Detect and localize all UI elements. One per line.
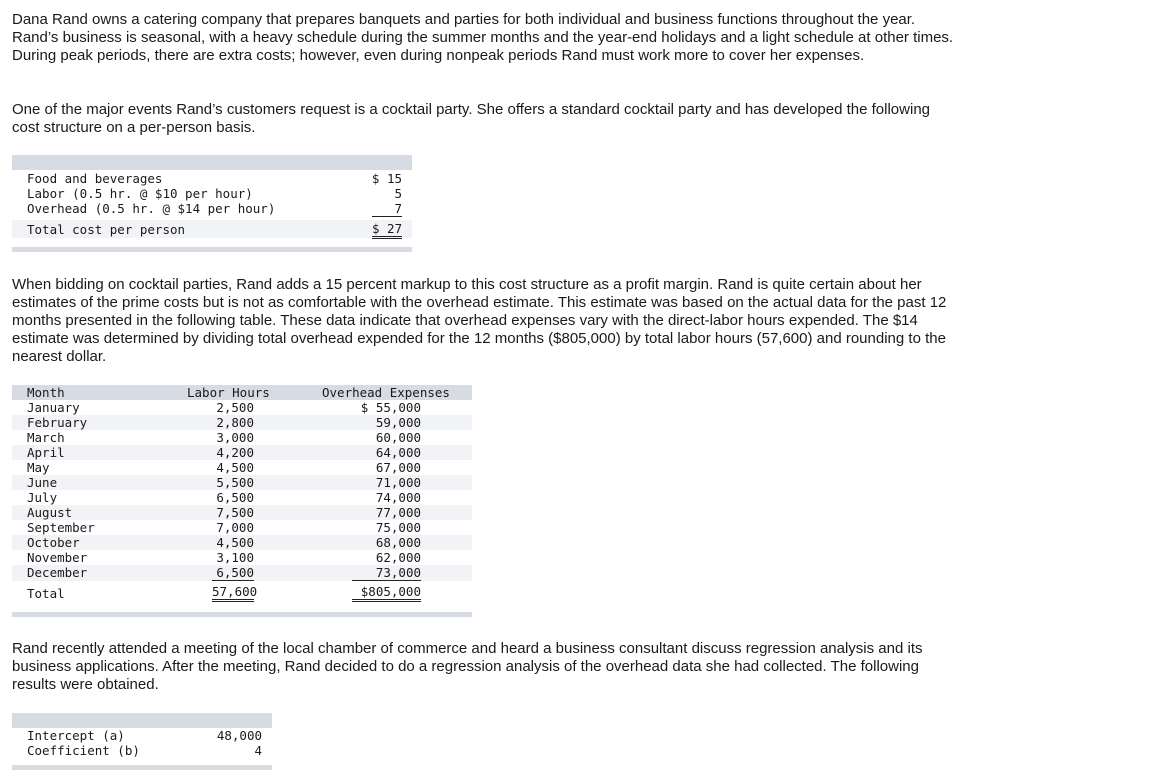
hours-cell: 3,100 bbox=[216, 550, 254, 565]
overhead-cell: 60,000 bbox=[375, 430, 421, 445]
cost-label: Overhead (0.5 hr. @ $14 per hour) bbox=[27, 201, 276, 216]
regression-paragraph: Rand recently attended a meeting of the local chamber of commerce and heard a business consultant discuss regression analysis and its business applications. After the meeting, Rand decided to do a regression analysis of the overhead data she had collected. The following results were obtained. bbox=[12, 640, 923, 693]
cost-value: 5 bbox=[394, 186, 402, 201]
cost-structure-paragraph: One of the major events Rand’s customers request is a cocktail party. She offers a standard cocktail party and has developed the following cost structure on a per-person basis. bbox=[12, 101, 931, 136]
table-row bbox=[12, 565, 472, 581]
hours-cell: 6,500 bbox=[216, 490, 254, 505]
overhead-cell: 68,000 bbox=[375, 535, 421, 550]
total-value: $ 27 bbox=[372, 221, 402, 239]
overhead-cell: $ 55,000 bbox=[360, 400, 421, 415]
hours-cell: 3,000 bbox=[216, 430, 254, 445]
hours-cell: 4,500 bbox=[216, 460, 254, 475]
overhead-data-table bbox=[12, 385, 472, 617]
total-label: Total bbox=[27, 586, 65, 601]
table-row bbox=[12, 743, 272, 758]
month-cell: October bbox=[27, 535, 80, 550]
coefficient-label: Coefficient (b) bbox=[27, 743, 140, 758]
overhead-cell: 67,000 bbox=[375, 460, 421, 475]
table-row bbox=[12, 520, 472, 535]
table-row bbox=[12, 171, 412, 186]
hours-cell: 4,500 bbox=[216, 535, 254, 550]
table-row bbox=[12, 550, 472, 565]
overhead-cell: 77,000 bbox=[375, 505, 421, 520]
hours-cell: 4,200 bbox=[216, 445, 254, 460]
total-label: Total cost per person bbox=[27, 222, 186, 237]
intercept-value: 48,000 bbox=[216, 728, 262, 743]
table-row bbox=[12, 186, 412, 201]
month-cell: May bbox=[27, 460, 50, 475]
header-labor-hours: Labor Hours bbox=[187, 385, 270, 400]
intercept-label: Intercept (a) bbox=[27, 728, 125, 743]
table-row-total bbox=[12, 584, 472, 602]
hours-cell: 6,500 bbox=[212, 565, 254, 581]
month-cell: August bbox=[27, 505, 73, 520]
header-month: Month bbox=[27, 385, 65, 400]
month-cell: March bbox=[27, 430, 65, 445]
cost-label: Food and beverages bbox=[27, 171, 163, 186]
month-cell: February bbox=[27, 415, 88, 430]
month-cell: April bbox=[27, 445, 65, 460]
cost-value: 7 bbox=[372, 201, 402, 217]
table-row bbox=[12, 728, 272, 743]
cost-label: Labor (0.5 hr. @ $10 per hour) bbox=[27, 186, 253, 201]
table-row bbox=[12, 460, 472, 475]
table-row bbox=[12, 415, 472, 430]
hours-cell: 7,500 bbox=[216, 505, 254, 520]
total-hours: 57,600 bbox=[212, 584, 254, 602]
hours-cell: 5,500 bbox=[216, 475, 254, 490]
overhead-cell: 75,000 bbox=[375, 520, 421, 535]
cost-value: $ 15 bbox=[371, 171, 402, 186]
table-row bbox=[12, 535, 472, 550]
table-row-total bbox=[12, 220, 412, 238]
table-row bbox=[12, 445, 472, 460]
hours-cell: 7,000 bbox=[216, 520, 254, 535]
month-cell: July bbox=[27, 490, 58, 505]
month-cell: November bbox=[27, 550, 88, 565]
intro-paragraph: Dana Rand owns a catering company that prepares banquets and parties for both individual and business functions throughout the year. Rand’s business is seasonal, with a heavy schedule during the summer months and the year-end holidays and a light schedule at other times. During peak periods, there are extra costs; however, even during nonpeak periods Rand must work more to cover her expenses. bbox=[12, 11, 954, 64]
hours-cell: 2,800 bbox=[216, 415, 254, 430]
month-cell: December bbox=[27, 565, 88, 580]
overhead-cell: 71,000 bbox=[375, 475, 421, 490]
regression-results-table bbox=[12, 713, 272, 771]
month-cell: January bbox=[27, 400, 80, 415]
coefficient-value: 4 bbox=[254, 743, 262, 758]
overhead-cell: 59,000 bbox=[375, 415, 421, 430]
table-row bbox=[12, 201, 412, 216]
month-cell: June bbox=[27, 475, 58, 490]
overhead-cell: 73,000 bbox=[352, 565, 421, 581]
bidding-paragraph: When bidding on cocktail parties, Rand adds a 15 percent markup to this cost structure as a profit margin. Rand is quite certain about her estimates of the prime costs but is not as comfortable with the overhead estimate. This estimate was based on the actual data for the past 12 months presented in the following table. These data indicate that overhead expenses vary with the direct-labor hours expended. The $14 estimate was determined by dividing total overhead expended for the 12 months ($805,000) by total labor hours (57,600) and rounding to the nearest dollar. bbox=[12, 276, 947, 365]
overhead-cell: 62,000 bbox=[375, 550, 421, 565]
overhead-cell: 64,000 bbox=[375, 445, 421, 460]
table-row bbox=[12, 430, 472, 445]
table-row bbox=[12, 400, 472, 415]
table-row bbox=[12, 505, 472, 520]
table-row bbox=[12, 490, 472, 505]
table-row bbox=[12, 475, 472, 490]
cost-structure-table bbox=[12, 155, 412, 253]
total-overhead: $805,000 bbox=[352, 584, 421, 602]
hours-cell: 2,500 bbox=[216, 400, 254, 415]
month-cell: September bbox=[27, 520, 95, 535]
overhead-cell: 74,000 bbox=[375, 490, 421, 505]
header-overhead-expenses: Overhead Expenses bbox=[322, 385, 450, 400]
